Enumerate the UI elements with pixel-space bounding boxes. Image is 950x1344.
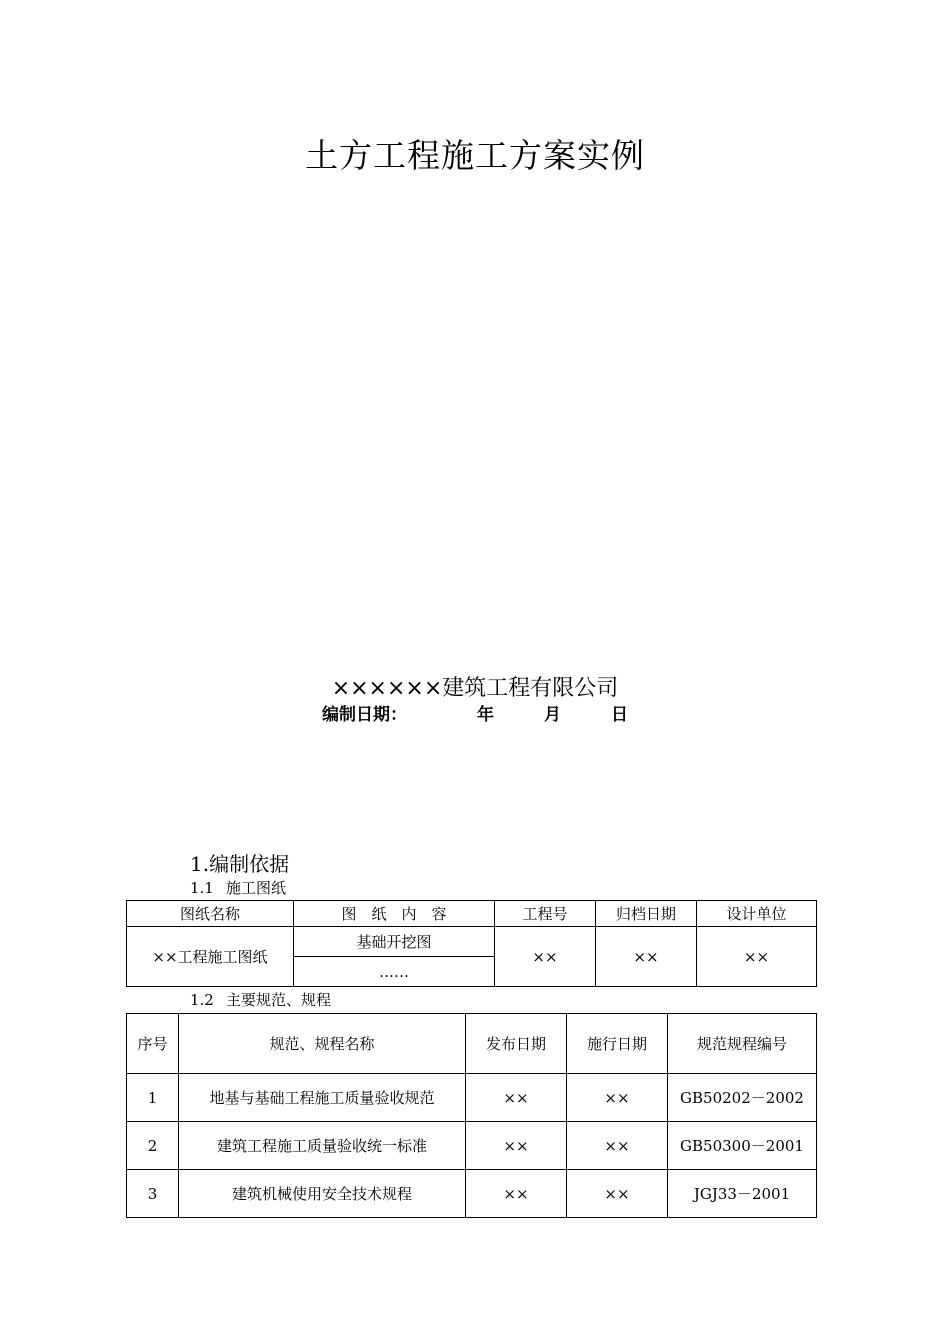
design-unit-cell: ×× (697, 927, 817, 987)
subsection-specs (190, 990, 331, 1010)
header-cell: 工程号 (495, 901, 596, 927)
effective-date-cell: ×× (567, 1170, 668, 1218)
effective-date-cell: ×× (567, 1074, 668, 1122)
spec-code-cell: GB50300－2001 (668, 1122, 817, 1170)
row-index-cell: 1 (127, 1074, 179, 1122)
header-cell: 施行日期 (567, 1014, 668, 1074)
spec-name-cell: 建筑工程施工质量验收统一标准 (179, 1122, 466, 1170)
company-name: ××××××建筑工程有限公司 (331, 676, 619, 701)
date-label: 编制日期： (322, 705, 407, 725)
drawing-name-cell: ××工程施工图纸 (127, 927, 294, 987)
subsection-number: 1.2 (190, 991, 214, 1009)
publish-date-cell: ×× (466, 1170, 567, 1218)
table-row (127, 1074, 817, 1122)
header-cell: 图纸名称 (127, 901, 294, 927)
header-cell: 设计单位 (697, 901, 817, 927)
spec-name-cell: 地基与基础工程施工质量验收规范 (179, 1074, 466, 1122)
spec-name-cell: 建筑机械使用安全技术规程 (179, 1170, 466, 1218)
table-row (127, 927, 817, 957)
date-month: 月 (544, 705, 561, 725)
header-cell: 规范、规程名称 (179, 1014, 466, 1074)
row-index-cell: 2 (127, 1122, 179, 1170)
spec-code-cell: JGJ33－2001 (668, 1170, 817, 1218)
publish-date-cell: ×× (466, 1122, 567, 1170)
table-header-row (127, 901, 817, 927)
header-cell: 规范规程编号 (668, 1014, 817, 1074)
subsection-drawings (190, 878, 286, 898)
row-index-cell: 3 (127, 1170, 179, 1218)
archive-date-cell: ×× (596, 927, 697, 987)
document-title: 土方工程施工方案实例 (305, 136, 645, 175)
effective-date-cell: ×× (567, 1122, 668, 1170)
table-row (127, 1122, 817, 1170)
table-row (127, 1170, 817, 1218)
header-cell: 发布日期 (466, 1014, 567, 1074)
publish-date-cell: ×× (466, 1074, 567, 1122)
header-cell: 序号 (127, 1014, 179, 1074)
table-header-row (127, 1014, 817, 1074)
subsection-title: 施工图纸 (226, 879, 287, 897)
drawing-content-cell: 基础开挖图 (294, 927, 495, 957)
drawing-content-cell: …… (294, 957, 495, 987)
date-day: 日 (611, 705, 628, 725)
section-heading: 1.编制依据 (190, 852, 290, 876)
header-cell: 图 纸 内 容 (294, 901, 495, 927)
specs-table (126, 1013, 817, 1218)
spec-code-cell: GB50202－2002 (668, 1074, 817, 1122)
date-year: 年 (477, 705, 494, 725)
drawings-table (126, 900, 817, 987)
subsection-title: 主要规范、规程 (226, 991, 332, 1009)
project-no-cell: ×× (495, 927, 596, 987)
subsection-number: 1.1 (190, 879, 214, 897)
header-cell: 归档日期 (596, 901, 697, 927)
